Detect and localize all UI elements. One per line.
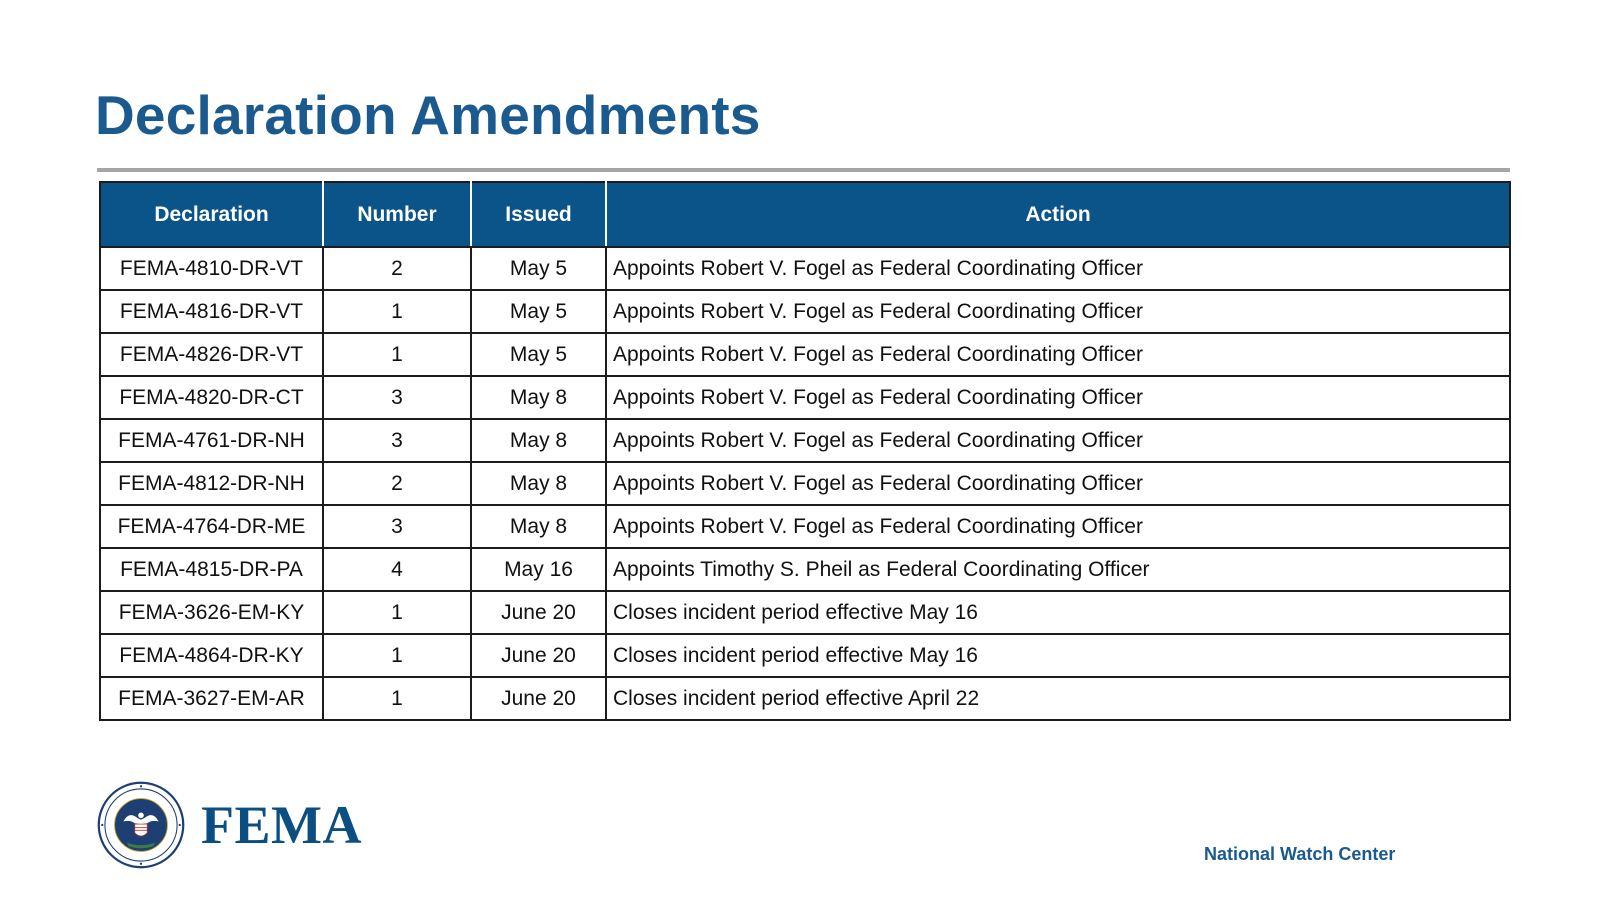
number-cell: 1: [323, 591, 471, 634]
title-divider: [97, 168, 1510, 172]
table-row: [100, 505, 1510, 548]
issued-cell: June 20: [471, 677, 606, 720]
number-cell: 1: [323, 333, 471, 376]
declaration-amendments-table: [99, 181, 1511, 721]
footer-national-watch-center: National Watch Center: [1204, 844, 1396, 864]
column-header-issued: Issued: [471, 182, 606, 247]
issued-cell: May 8: [471, 376, 606, 419]
action-cell: Appoints Timothy S. Pheil as Federal Coordinating Officer: [606, 548, 1510, 591]
column-header-action: Action: [606, 182, 1510, 247]
issued-cell: May 8: [471, 505, 606, 548]
fema-logo: [97, 781, 362, 869]
issued-cell: June 20: [471, 591, 606, 634]
action-cell: Appoints Robert V. Fogel as Federal Coordinating Officer: [606, 333, 1510, 376]
declaration-cell: FEMA-4764-DR-ME: [100, 505, 323, 548]
declaration-cell: FEMA-4761-DR-NH: [100, 419, 323, 462]
table-row: [100, 634, 1510, 677]
declaration-cell: FEMA-4826-DR-VT: [100, 333, 323, 376]
table-row: [100, 376, 1510, 419]
action-cell: Appoints Robert V. Fogel as Federal Coordinating Officer: [606, 462, 1510, 505]
action-cell: Appoints Robert V. Fogel as Federal Coordinating Officer: [606, 290, 1510, 333]
issued-cell: May 16: [471, 548, 606, 591]
issued-cell: May 5: [471, 290, 606, 333]
action-cell: Closes incident period effective May 16: [606, 634, 1510, 677]
action-cell: Appoints Robert V. Fogel as Federal Coordinating Officer: [606, 505, 1510, 548]
table-row: [100, 247, 1510, 290]
declaration-cell: FEMA-4812-DR-NH: [100, 462, 323, 505]
number-cell: 1: [323, 634, 471, 677]
issued-cell: May 5: [471, 247, 606, 290]
declaration-cell: FEMA-4820-DR-CT: [100, 376, 323, 419]
action-cell: Appoints Robert V. Fogel as Federal Coordinating Officer: [606, 376, 1510, 419]
table-row: [100, 419, 1510, 462]
column-header-number: Number: [323, 182, 471, 247]
table-row: [100, 333, 1510, 376]
declaration-cell: FEMA-3627-EM-AR: [100, 677, 323, 720]
number-cell: 1: [323, 677, 471, 720]
declaration-cell: FEMA-4864-DR-KY: [100, 634, 323, 677]
number-cell: 4: [323, 548, 471, 591]
number-cell: 3: [323, 419, 471, 462]
table-row: [100, 677, 1510, 720]
header-row: [100, 182, 1510, 247]
dhs-seal-icon: [97, 781, 185, 869]
table-header: [100, 182, 1510, 247]
issued-cell: May 8: [471, 419, 606, 462]
table-row: [100, 462, 1510, 505]
declaration-cell: FEMA-4815-DR-PA: [100, 548, 323, 591]
table-row: [100, 548, 1510, 591]
action-cell: Closes incident period effective May 16: [606, 591, 1510, 634]
issued-cell: May 5: [471, 333, 606, 376]
action-cell: Appoints Robert V. Fogel as Federal Coordinating Officer: [606, 419, 1510, 462]
number-cell: 2: [323, 247, 471, 290]
number-cell: 3: [323, 505, 471, 548]
column-header-declaration: Declaration: [100, 182, 323, 247]
issued-cell: May 8: [471, 462, 606, 505]
action-cell: Appoints Robert V. Fogel as Federal Coordinating Officer: [606, 247, 1510, 290]
table-row: [100, 290, 1510, 333]
action-cell: Closes incident period effective April 22: [606, 677, 1510, 720]
declaration-cell: FEMA-4816-DR-VT: [100, 290, 323, 333]
number-cell: 3: [323, 376, 471, 419]
issued-cell: June 20: [471, 634, 606, 677]
number-cell: 1: [323, 290, 471, 333]
number-cell: 2: [323, 462, 471, 505]
fema-wordmark: FEMA: [201, 795, 362, 855]
declaration-cell: FEMA-4810-DR-VT: [100, 247, 323, 290]
page-title: Declaration Amendments: [95, 84, 761, 146]
table-row: [100, 591, 1510, 634]
table-body: [100, 247, 1510, 720]
declaration-cell: FEMA-3626-EM-KY: [100, 591, 323, 634]
